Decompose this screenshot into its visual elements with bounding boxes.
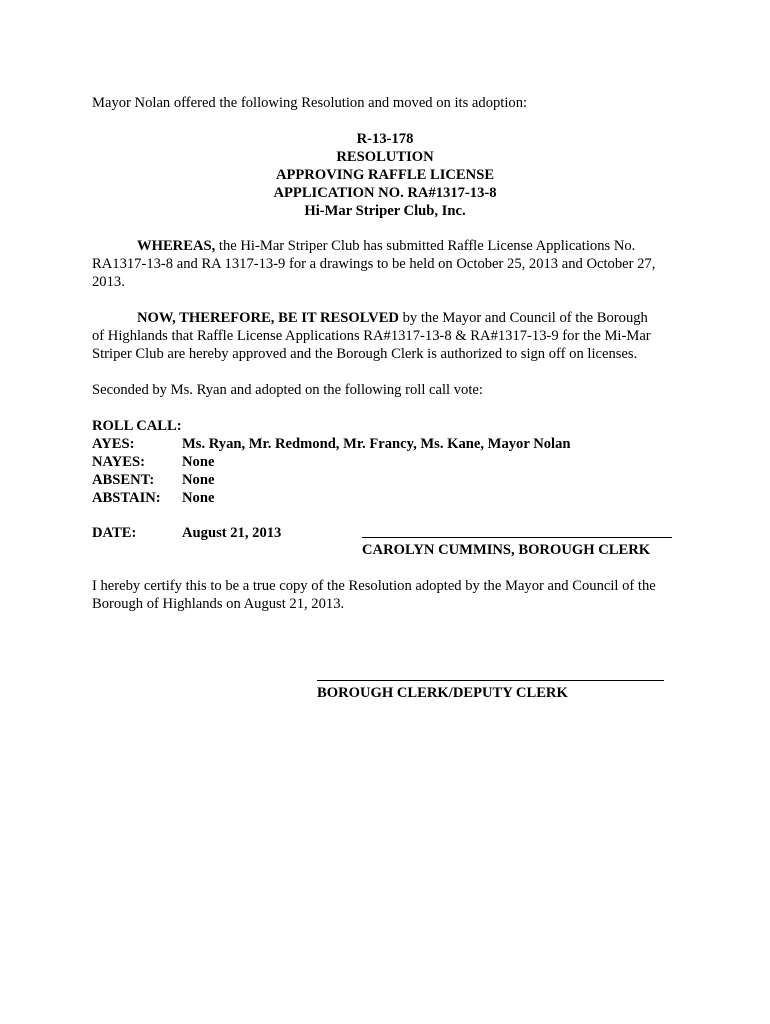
seconded-text: Seconded by Ms. Ryan and adopted on the following roll call vote: <box>92 382 483 398</box>
deputy-signature-line <box>317 680 664 681</box>
date-value: August 21, 2013 <box>182 525 282 541</box>
date-label: DATE: <box>92 525 137 541</box>
resolution-type: RESOLUTION <box>336 149 434 165</box>
deputy-signature-name: BOROUGH CLERK/DEPUTY CLERK <box>317 685 568 701</box>
whereas-line-1-rest: the Hi-Mar Striper Club has submitted Raffle License Applications No. <box>215 238 636 254</box>
whereas-lead: WHEREAS, <box>137 238 216 254</box>
resolution-organization: Hi-Mar Striper Club, Inc. <box>304 203 466 219</box>
roll-call-title: ROLL CALL: <box>92 418 182 434</box>
certification-line-2: Borough of Highlands on August 21, 2013. <box>92 596 345 612</box>
roll-call-abstain-value: None <box>182 490 215 506</box>
resolution-heading <box>230 130 540 220</box>
clerk-signature-name: CAROLYN CUMMINS, BOROUGH CLERK <box>362 542 651 558</box>
roll-call-absent-label: ABSENT: <box>92 472 155 488</box>
resolution-number: R-13-178 <box>356 131 414 147</box>
resolution-application: APPLICATION NO. RA#1317-13-8 <box>273 185 497 201</box>
whereas-line-1 <box>137 237 635 255</box>
roll-call-ayes-label: AYES: <box>92 436 135 452</box>
roll-call-absent-value: None <box>182 472 215 488</box>
roll-call-ayes-value: Ms. Ryan, Mr. Redmond, Mr. Francy, Ms. Kane, Mayor Nolan <box>182 436 571 452</box>
intro-text: Mayor Nolan offered the following Resolution and moved on its adoption: <box>92 95 528 111</box>
certification-line-1: I hereby certify this to be a true copy of the Resolution adopted by the Mayor and Council of the <box>92 578 656 594</box>
roll-call-abstain-label: ABSTAIN: <box>92 490 161 506</box>
resolved-line-3: Striper Club are hereby approved and the Borough Clerk is authorized to sign off on licenses. <box>92 346 638 362</box>
resolution-subject: APPROVING RAFFLE LICENSE <box>275 167 495 183</box>
roll-call-nayes-value: None <box>182 454 215 470</box>
resolved-lead: NOW, THEREFORE, BE IT RESOLVED <box>137 310 399 326</box>
whereas-line-2: RA1317-13-8 and RA 1317-13-9 for a drawings to be held on October 25, 2013 and October 27, <box>92 256 656 272</box>
resolved-line-1 <box>137 309 648 327</box>
whereas-line-3: 2013. <box>92 274 125 290</box>
resolved-line-2: of Highlands that Raffle License Applications RA#1317-13-8 & RA#1317-13-9 for the Mi-Mar <box>92 328 651 344</box>
roll-call-nayes-label: NAYES: <box>92 454 145 470</box>
clerk-signature-line <box>362 537 672 538</box>
resolved-line-1-rest: by the Mayor and Council of the Borough <box>398 310 648 326</box>
